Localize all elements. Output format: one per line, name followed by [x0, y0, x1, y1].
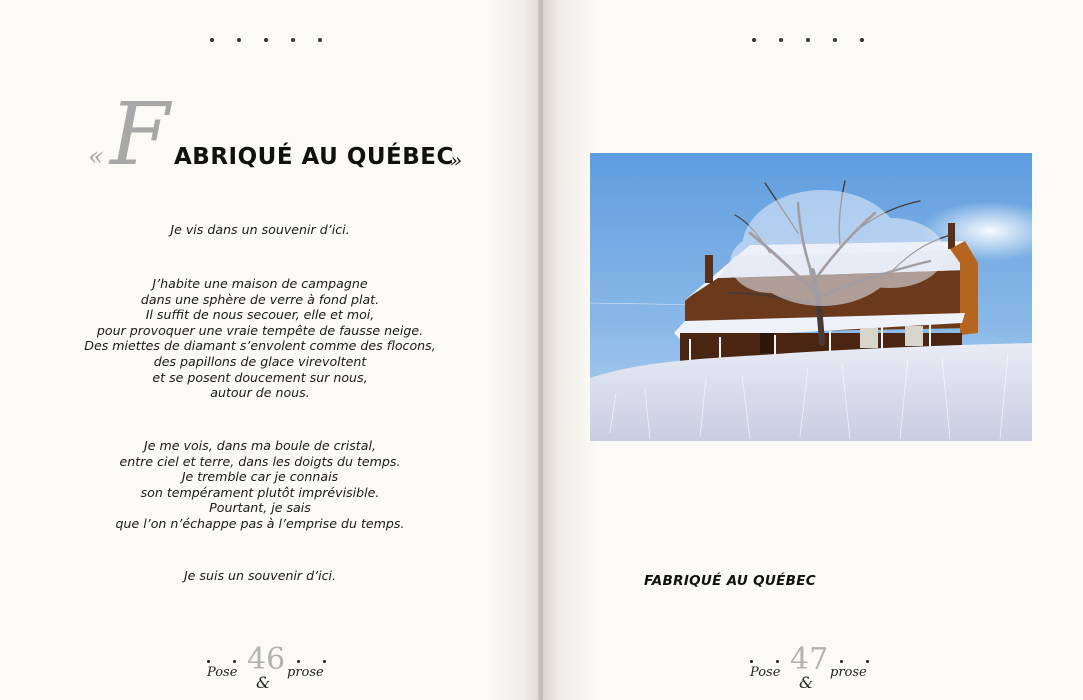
poem-line: Je vis dans un souvenir d’ici. — [170, 222, 350, 237]
stanza-4 — [60, 568, 460, 584]
stanza-3 — [60, 438, 460, 532]
folio-ampersand: & — [799, 673, 814, 692]
folio-dot — [207, 660, 210, 663]
poem-line: Des miettes de diamant s’envolent comme des flocons, — [84, 338, 436, 354]
title-text: ABRIQUÉ AU QUÉBEC — [174, 144, 454, 170]
folio-dot — [866, 660, 869, 663]
folio-right — [748, 642, 878, 695]
folio-word-pose: Pose — [750, 665, 781, 680]
top-ornament-dots — [210, 38, 322, 42]
folio-dot — [776, 660, 779, 663]
stanza-1 — [60, 222, 460, 238]
folio-dot — [297, 660, 300, 663]
poem-line: Je tremble car je connais — [181, 469, 339, 485]
poem-line: pour provoquer une vraie tempête de fausse neige. — [96, 322, 424, 338]
poem-line: entre ciel et terre, dans les doigts du temps. — [119, 453, 401, 469]
poem-line: Je suis un souvenir d’ici. — [183, 568, 337, 583]
folio-word-prose: prose — [830, 665, 867, 680]
poem-line: et se posent doucement sur nous, — [152, 369, 368, 385]
folio-dot — [840, 660, 843, 663]
page-number: 47 — [790, 642, 829, 677]
folio-left — [205, 642, 335, 695]
poem-title — [88, 85, 528, 190]
poem-line: que l’on n’échappe pas à l’emprise du temps. — [115, 515, 405, 531]
photo-caption: FABRIQUÉ AU QUÉBEC — [644, 573, 816, 589]
folio-word-prose: prose — [287, 665, 324, 680]
poem-line: son tempérament plutôt imprévisible. — [140, 484, 380, 500]
folio-dot — [323, 660, 326, 663]
poem-line: autour de nous. — [210, 385, 310, 401]
folio-dot — [750, 660, 753, 663]
top-ornament-dots — [752, 38, 864, 42]
poem-line: Pourtant, je sais — [209, 500, 311, 516]
folio-word-pose: Pose — [207, 665, 238, 680]
folio-dot — [233, 660, 236, 663]
page-number: 46 — [247, 642, 286, 677]
poem-line: des papillons de glace virevoltent — [153, 353, 367, 369]
snowy-farmhouse-photo — [590, 153, 1032, 441]
poem-line: dans une sphère de verre à fond plat. — [140, 291, 380, 307]
left-page — [0, 0, 540, 700]
poem-line: Je me vois, dans ma boule de cristal, — [144, 438, 376, 453]
title-close-quote: » — [450, 148, 463, 172]
title-open-quote: « — [88, 142, 104, 172]
title-dropcap: F — [110, 85, 170, 185]
folio-ampersand: & — [256, 673, 271, 692]
poem-line: J’habite une maison de campagne — [152, 276, 368, 291]
stanza-2 — [60, 276, 460, 401]
poem-line: Il suffit de nous secouer, elle et moi, — [145, 307, 375, 323]
